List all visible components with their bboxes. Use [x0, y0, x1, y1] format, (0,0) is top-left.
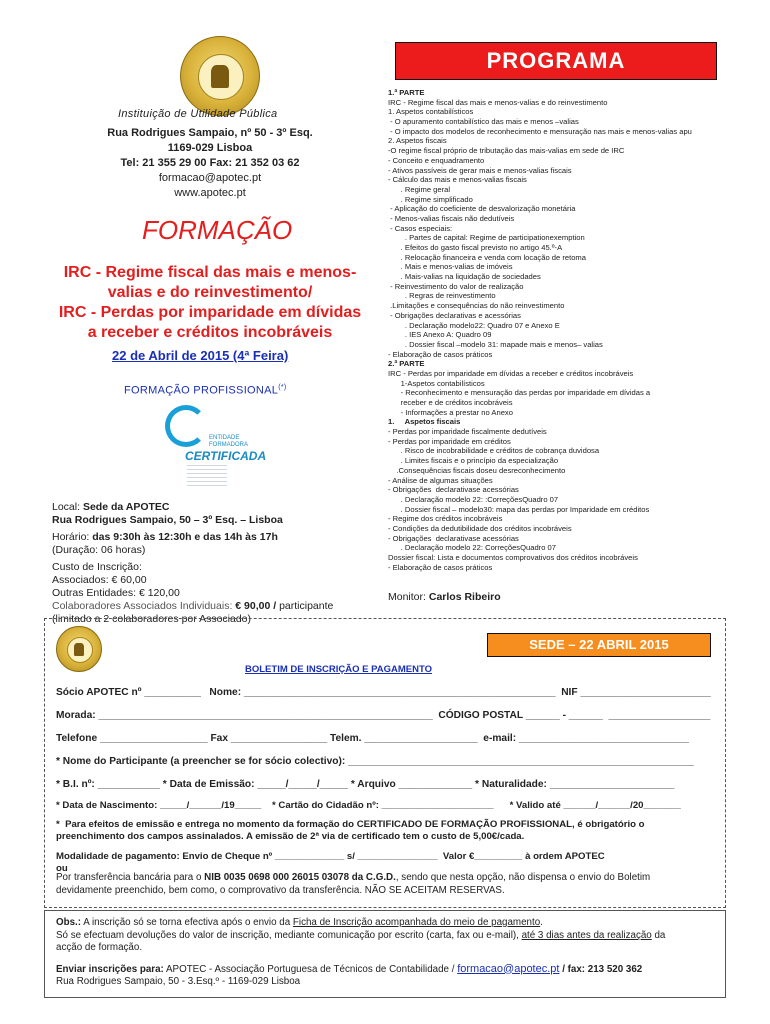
- apotec-seal-logo-small: [56, 626, 102, 672]
- programa-item: Dossier fiscal: Lista e documentos comprovativos dos créditos incobráveis: [388, 553, 638, 562]
- cert-fineprint-lines: [187, 465, 227, 487]
- programa-item: . Risco de incobrabilidade e créditos de cobrança duvidosa: [388, 446, 600, 456]
- field-telefone-fax-telem-email[interactable]: Telefone ___________________ Fax _________________ Telem. ____________________ e-mail: ______________________________: [56, 733, 689, 744]
- obs-block: [56, 917, 720, 989]
- programa-item: receber e de créditos incobráveis: [388, 398, 513, 407]
- cert-label2: FORMADORA: [209, 442, 248, 448]
- local-address: Rua Rodrigues Sampaio, 50 – 3º Esq. – Lisboa: [52, 514, 283, 526]
- programa-item: . Declaração modelo 22: :CorreçõesQuadro 07: [388, 494, 559, 504]
- programa-item: 1.ª PARTE: [388, 88, 425, 97]
- cost-label: Custo de Inscrição:: [52, 561, 142, 573]
- programa-item: . Regime geral: [388, 184, 451, 194]
- obs-line3: acção de formação.: [56, 942, 143, 953]
- obs-text1b: .: [540, 917, 543, 928]
- form-title: BOLETIM DE INSCRIÇÃO E PAGAMENTO: [245, 664, 433, 675]
- programa-item: - Menos-valias fiscais não dedutíveis: [388, 213, 515, 223]
- programa-item: . Relocação financeira e venda com locação de retoma: [388, 252, 586, 262]
- programa-item: - O apuramento contabilístico das mais e menos –valias: [388, 117, 579, 127]
- schedule-label: Horário:: [52, 531, 93, 543]
- course-title: [40, 263, 380, 343]
- programa-item: 2. Aspetos fiscais: [388, 136, 447, 146]
- field-bi-emissao-arquivo-naturalidade[interactable]: * B.I. nº: ___________ * Data de Emissão: _____/_____/_____ * Arquivo _____________ * Naturalidade: ______________________: [56, 779, 675, 790]
- transfer-suffix: , sendo que nesta opção, não dispensa o envio do Boletim: [395, 872, 651, 883]
- programa-item: . Dossier fiscal –modelo 31: mapade mais e menos– valias: [388, 339, 603, 349]
- cost-associados: Associados: € 60,00: [52, 574, 147, 586]
- programa-item: - Cálculo das mais e menos-valias fiscais: [388, 175, 527, 185]
- programa-item: 1. Aspetos fiscais: [388, 417, 461, 427]
- obs-line1: [56, 917, 720, 930]
- obs-text1-underlined: Ficha de Inscrição acompanhada do meio de pagamento: [292, 917, 541, 928]
- local-line: [52, 501, 372, 514]
- programa-item: . IES Anexo A: Quadro 09: [388, 330, 492, 340]
- transfer-line1: [56, 872, 720, 885]
- schedule-line: [52, 531, 372, 544]
- phones: Tel: 21 355 29 00 Fax: 21 352 03 62: [120, 157, 300, 169]
- cert-circle-icon: [165, 405, 207, 447]
- certificate-note-line1: * Para efeitos de emissão e entrega no momento da formação do CERTIFICADO DE FORMAÇÃO PROFISSIONAL, é obrigatório o: [56, 819, 645, 830]
- programa-item: .Consequências fiscais doseu desreconhecimento: [388, 465, 566, 475]
- programa-item: . Efeitos do gasto fiscal previsto no artigo 45.º-A: [388, 243, 563, 252]
- programa-item: - Elaboração de casos práticos: [388, 349, 493, 359]
- monitor-label: Monitor:: [388, 591, 429, 603]
- local-label: Local:: [52, 501, 83, 513]
- send-address: Rua Rodrigues Sampaio, 50 - 3.Esq.º - 1169-029 Lisboa: [56, 976, 301, 987]
- programa-item: - Obrigações declarativase acessórias: [388, 533, 519, 543]
- formacao-heading: FORMAÇÃO: [142, 215, 293, 245]
- obs-label: Obs.:: [56, 917, 82, 928]
- website-link[interactable]: www.apotec.pt: [174, 187, 246, 199]
- monitor-name: Carlos Ribeiro: [428, 591, 501, 603]
- programa-item: - Reconhecimento e mensuração das perdas por imparidade em dívidas a: [388, 388, 651, 398]
- obs-line2: [56, 930, 720, 943]
- cert-label3: CERTIFICADA: [185, 449, 267, 463]
- logistics-block: [52, 501, 372, 626]
- transfer-prefix: Por transferência bancária para o: [56, 872, 205, 883]
- programa-item: - Perdas por imparidade em créditos: [388, 436, 511, 446]
- programa-list: [388, 88, 746, 572]
- send-email-link[interactable]: formacao@apotec.pt: [457, 962, 560, 975]
- programa-item: - Condições da dedutibilidade dos créditos incobráveis: [388, 523, 572, 533]
- payment-or: ou: [56, 863, 68, 874]
- schedule-value: das 9:30h às 12:30h e das 14h às 17h: [92, 531, 278, 543]
- transfer-nib: NIB 0035 0698 000 26015 03078 da C.G.D.: [204, 872, 396, 883]
- cost-outras: Outras Entidades: € 120,00: [52, 587, 180, 599]
- programa-item: .Limitações e consequências do não reinvestimento: [388, 301, 565, 311]
- monitor-line: [388, 591, 501, 603]
- programa-item: - Obrigações declarativas e acessórias: [388, 310, 521, 320]
- programa-item: 1-Aspetos contabilísticos: [388, 378, 485, 388]
- send-line: [56, 963, 720, 977]
- programa-item: - Conceito e enquadramento: [388, 155, 485, 165]
- certificate-note-line2: preenchimento dos campos assinalados. A emissão de 2ª via de certificado tem o custo de 5,00€/cada.: [56, 831, 525, 842]
- programa-item: - O impacto dos modelos de reconhecimento e mensuração nas mais e menos-valias apu: [388, 126, 692, 136]
- field-socio-nome-nif[interactable]: Sócio APOTEC nº __________ Nome: _______________________________________________________ NIF _______________________: [56, 687, 711, 698]
- programa-item: - Reinvestimento do valor de realização: [388, 281, 524, 291]
- programa-header: PROGRAMA: [395, 42, 717, 80]
- cost-colab-suffix: participante: [276, 600, 334, 612]
- programa-item: 1. Aspetos contabilísticos: [388, 107, 474, 117]
- institution-title: Instituição de Utilidade Pública: [118, 108, 278, 120]
- payment-line[interactable]: Modalidade de pagamento: Envio de Cheque nº _____________ s/ _______________ Valor €_________ à ordem APOTEC: [56, 851, 605, 862]
- programa-item: . Partes de capital: Regime de participationexemption: [388, 233, 585, 243]
- cert-label1: ENTIDADE: [209, 435, 240, 441]
- programa-item: - Obrigações declarativase acessórias: [388, 485, 519, 495]
- course-title-line3: IRC - Perdas por imparidade em dívidas: [58, 304, 362, 321]
- programa-item: . Declaração modelo 22: CorreçõesQuadro 07: [388, 543, 556, 553]
- programa-item: IRC - Regime fiscal das mais e menos-valias e do reinvestimento: [388, 97, 608, 107]
- course-title-line4: a receber e créditos incobráveis: [87, 324, 333, 341]
- programa-item: - Perdas por imparidade fiscalmente dedutíveis: [388, 427, 547, 437]
- programa-item: - Casos especiais:: [388, 223, 453, 233]
- programa-item: - Regime dos créditos incobráveis: [388, 514, 503, 524]
- programa-item: - Elaboração de casos práticos: [388, 562, 493, 572]
- programa-item: - Ativos passíveis de gerar mais e menos-valias fiscais: [388, 165, 572, 175]
- field-nome-participante[interactable]: * Nome do Participante (a preencher se for sócio colectivo): _____________________________________________________________: [56, 756, 694, 767]
- course-title-line2: valias e do reinvestimento/: [107, 284, 313, 301]
- programa-item: . Mais e menos-valias de imóveis: [388, 262, 513, 272]
- formacao-profissional-label: [124, 384, 287, 397]
- apotec-seal-logo: [180, 36, 260, 116]
- send-text: APOTEC - Associação Portuguesa de Técnicos de Contabilidade /: [163, 963, 458, 975]
- programa-item: . Mais-valias na liquidação de sociedades: [388, 272, 541, 282]
- programa-item: -O regime fiscal próprio de tributação das mais-valias em sede de IRC: [388, 146, 625, 156]
- sede-badge: SEDE – 22 ABRIL 2015: [487, 633, 711, 657]
- programa-item: . Regime simplificado: [388, 194, 473, 204]
- obs-text2b: da: [651, 929, 666, 941]
- obs-text2-underlined: até 3 dias antes da realização: [521, 929, 652, 941]
- transfer-line2: devidamente preenchido, bem como, o comprovativo da transferência. NÃO SE ACEITAM RESERVAS.: [56, 884, 505, 896]
- cost-colab-value: € 90,00 /: [235, 600, 277, 612]
- address-line1: Rua Rodrigues Sampaio, nº 50 - 3º Esq.: [107, 127, 313, 139]
- programa-item: 2.ª PARTE: [388, 359, 425, 369]
- programa-item: - Análise de algumas situações: [388, 475, 493, 485]
- field-nascimento-cartao-validade[interactable]: * Data de Nascimento: _____/______/19_____ * Cartão do Cidadão nº: _____________________ * Valido até ______/______/20_______: [56, 800, 681, 811]
- duration: (Duração: 06 horas): [52, 544, 146, 556]
- send-label: Enviar inscrições para:: [56, 963, 164, 975]
- cost-colab-limit: (limitado a 2 colaboradores por Associado): [52, 613, 252, 625]
- local-value: Sede da APOTEC: [82, 501, 170, 513]
- programa-item: - Informações a prestar no Anexo: [388, 407, 513, 417]
- obs-text2a: Só se efectuam devoluções do valor de inscrição, mediante comunicação por escrito (carta, fax ou e-mail),: [56, 929, 522, 941]
- programa-item: . Declaração modelo22: Quadro 07 e Anexo E: [388, 320, 560, 330]
- transfer-text: [56, 872, 720, 897]
- email-link[interactable]: formacao@apotec.pt: [158, 172, 262, 184]
- course-date: 22 de Abril de 2015 (4ª Feira): [112, 348, 289, 363]
- cost-colab-prefix: Colaboradores Associados Individuais:: [52, 600, 236, 612]
- programa-item: . Regras de reinvestimento: [388, 291, 496, 301]
- obs-text1a: A inscrição só se torna efectiva após o envio da: [81, 917, 293, 928]
- cost-colab: [52, 600, 372, 613]
- field-morada-codigo-postal[interactable]: Morada: ___________________________________________________________ CÓDIGO POSTAL ______ - ______ __________________: [56, 710, 711, 721]
- course-title-line1: IRC - Regime fiscal das mais e menos-: [63, 264, 357, 281]
- fp-note: (*): [278, 384, 287, 391]
- certification-logo: [165, 405, 305, 485]
- programa-item: IRC - Perdas por imparidade em dívidas a receber e créditos incobráveis: [388, 368, 634, 378]
- send-fax: / fax: 213 520 362: [559, 963, 643, 975]
- address-line2: 1169-029 Lisboa: [167, 142, 253, 154]
- institution-address: [60, 126, 360, 201]
- programa-item: . Limites fiscais e o princípio da especialização: [388, 456, 559, 466]
- programa-item: . Dossier fiscal – modelo30: mapa das perdas por Imparidade em créditos: [388, 504, 650, 514]
- fp-text: FORMAÇÃO PROFISSIONAL: [124, 384, 279, 397]
- programa-item: - Aplicação do coeficiente de desvalorização monetária: [388, 204, 576, 214]
